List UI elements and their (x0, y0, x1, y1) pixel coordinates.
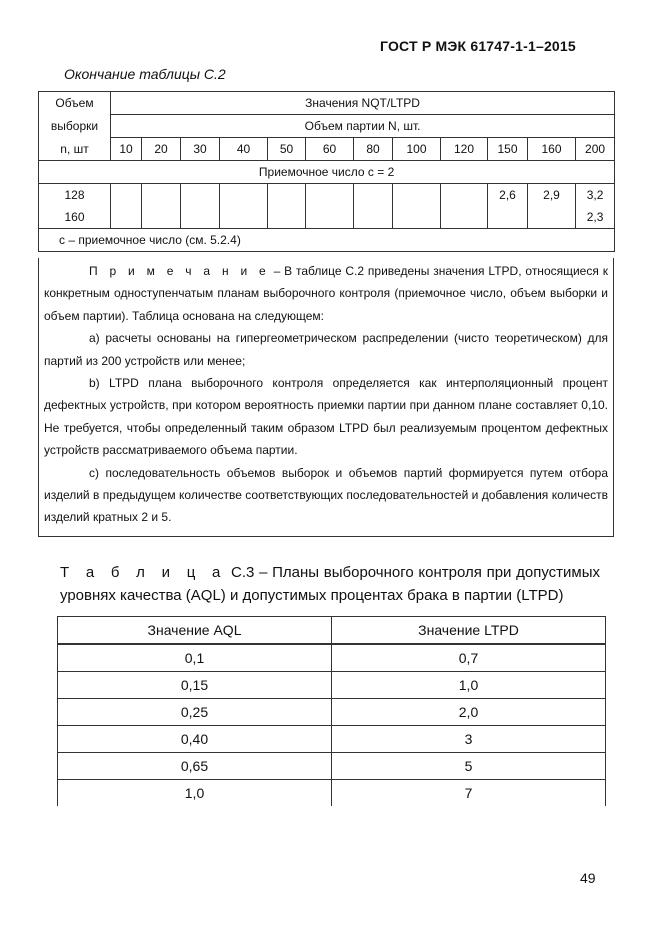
value-cell (268, 184, 306, 207)
ltpd-value-cell: 5 (332, 753, 606, 780)
table-c3 (57, 616, 606, 806)
aql-value-cell: 0,65 (58, 753, 332, 780)
table-row (58, 644, 606, 672)
value-cell (441, 206, 488, 229)
note-label: П р и м е ч а н и е (89, 264, 270, 278)
value-cell (393, 184, 441, 207)
aql-value-cell: 0,15 (58, 672, 332, 699)
sample-header-line-3: n, шт (39, 138, 111, 161)
value-cell: 3,2 (576, 184, 615, 207)
lot-size-cell: 40 (220, 138, 268, 161)
lot-size-cell: 100 (393, 138, 441, 161)
value-cell (528, 206, 576, 229)
table-row (39, 184, 615, 207)
note-intro-text: – В таблице С.2 приведены значения LTPD, относящиеся к конкретным одноступенчатым планам выборочного контроля (приемочное число, объем выборки и объем партии). Таблица основана на следующем: (44, 264, 608, 323)
value-cell (142, 184, 181, 207)
sample-header-line-1: Объем (39, 92, 111, 115)
sample-size-cell: 160 (39, 206, 111, 229)
ltpd-column-header: Значение LTPD (332, 617, 606, 645)
value-cell (181, 184, 220, 207)
lot-size-cell: 120 (441, 138, 488, 161)
values-header: Значения NQT/LTPD (111, 92, 615, 115)
table-row (39, 206, 615, 229)
page-number: 49 (580, 870, 596, 886)
table-c3-number: С.3 (231, 564, 255, 581)
table-c2-footnote: c – приемочное число (см. 5.2.4) (39, 229, 615, 252)
value-cell (354, 184, 393, 207)
lot-size-cell: 60 (306, 138, 354, 161)
table-row (58, 753, 606, 780)
lot-size-cell: 30 (181, 138, 220, 161)
acceptance-number-label: Приемочное число c = 2 (39, 161, 615, 184)
ltpd-value-cell: 3 (332, 726, 606, 753)
aql-column-header: Значение AQL (58, 617, 332, 645)
table-c3-caption (60, 561, 600, 607)
aql-value-cell: 0,40 (58, 726, 332, 753)
document-id-header: ГОСТ Р МЭК 61747-1-1–2015 (380, 38, 576, 54)
lot-size-cell: 20 (142, 138, 181, 161)
value-cell (181, 206, 220, 229)
ltpd-value-cell: 1,0 (332, 672, 606, 699)
table-c2 (38, 91, 615, 252)
value-cell: 2,6 (488, 184, 528, 207)
value-cell (488, 206, 528, 229)
value-cell (393, 206, 441, 229)
aql-value-cell: 1,0 (58, 780, 332, 807)
lot-size-cell: 160 (528, 138, 576, 161)
lot-size-cell: 200 (576, 138, 615, 161)
lot-size-cell: 150 (488, 138, 528, 161)
table-c3-title: – Планы выборочного контроля при допустимых уровнях качества (AQL) и допустимых процентах брака в партии (LTPD) (60, 564, 601, 604)
value-cell (111, 206, 142, 229)
value-cell (142, 206, 181, 229)
note-item-c: с) последовательность объемов выборок и объемов партий формируется путем отбора изделий в предыдущем количестве соответствующих последовательностей и добавления количеств изделий кратных 2 и 5. (44, 465, 608, 525)
lot-size-cell: 10 (111, 138, 142, 161)
value-cell (354, 206, 393, 229)
sample-header-line-2: выборки (39, 115, 111, 138)
table-c3-label: Т а б л и ц а (60, 564, 227, 581)
aql-value-cell: 0,1 (58, 644, 332, 672)
value-cell: 2,3 (576, 206, 615, 229)
lot-size-cell: 50 (268, 138, 306, 161)
ltpd-value-cell: 7 (332, 780, 606, 807)
ltpd-value-cell: 2,0 (332, 699, 606, 726)
value-cell (441, 184, 488, 207)
table-row (58, 672, 606, 699)
value-cell (220, 184, 268, 207)
value-cell (268, 206, 306, 229)
value-cell: 2,9 (528, 184, 576, 207)
lot-size-cell: 80 (354, 138, 393, 161)
value-cell (306, 184, 354, 207)
note-item-a: а) расчеты основаны на гипергеометрическом распределении (чисто теоретическом) для партий из 200 устройств или менее; (44, 331, 608, 368)
value-cell (306, 206, 354, 229)
value-cell (220, 206, 268, 229)
table-row (58, 726, 606, 753)
table-c2-note (38, 258, 614, 537)
table-row (58, 699, 606, 726)
note-item-b: b) LTPD плана выборочного контроля определяется как интерполяционный процент дефектных устройств, при котором вероятность приемки партии при данном плане составляет 0,10. Не требуется, чтобы определенный таким образом LTPD был реализуемым процентом дефектных устройств рассматриваемого объема партии. (44, 376, 608, 458)
aql-value-cell: 0,25 (58, 699, 332, 726)
table-row (58, 780, 606, 807)
note-intro-paragraph (44, 260, 608, 327)
table-c2-caption: Окончание таблицы С.2 (64, 66, 226, 82)
sample-size-cell: 128 (39, 184, 111, 207)
lot-size-header: Объем партии N, шт. (111, 115, 615, 138)
ltpd-value-cell: 0,7 (332, 644, 606, 672)
value-cell (111, 184, 142, 207)
